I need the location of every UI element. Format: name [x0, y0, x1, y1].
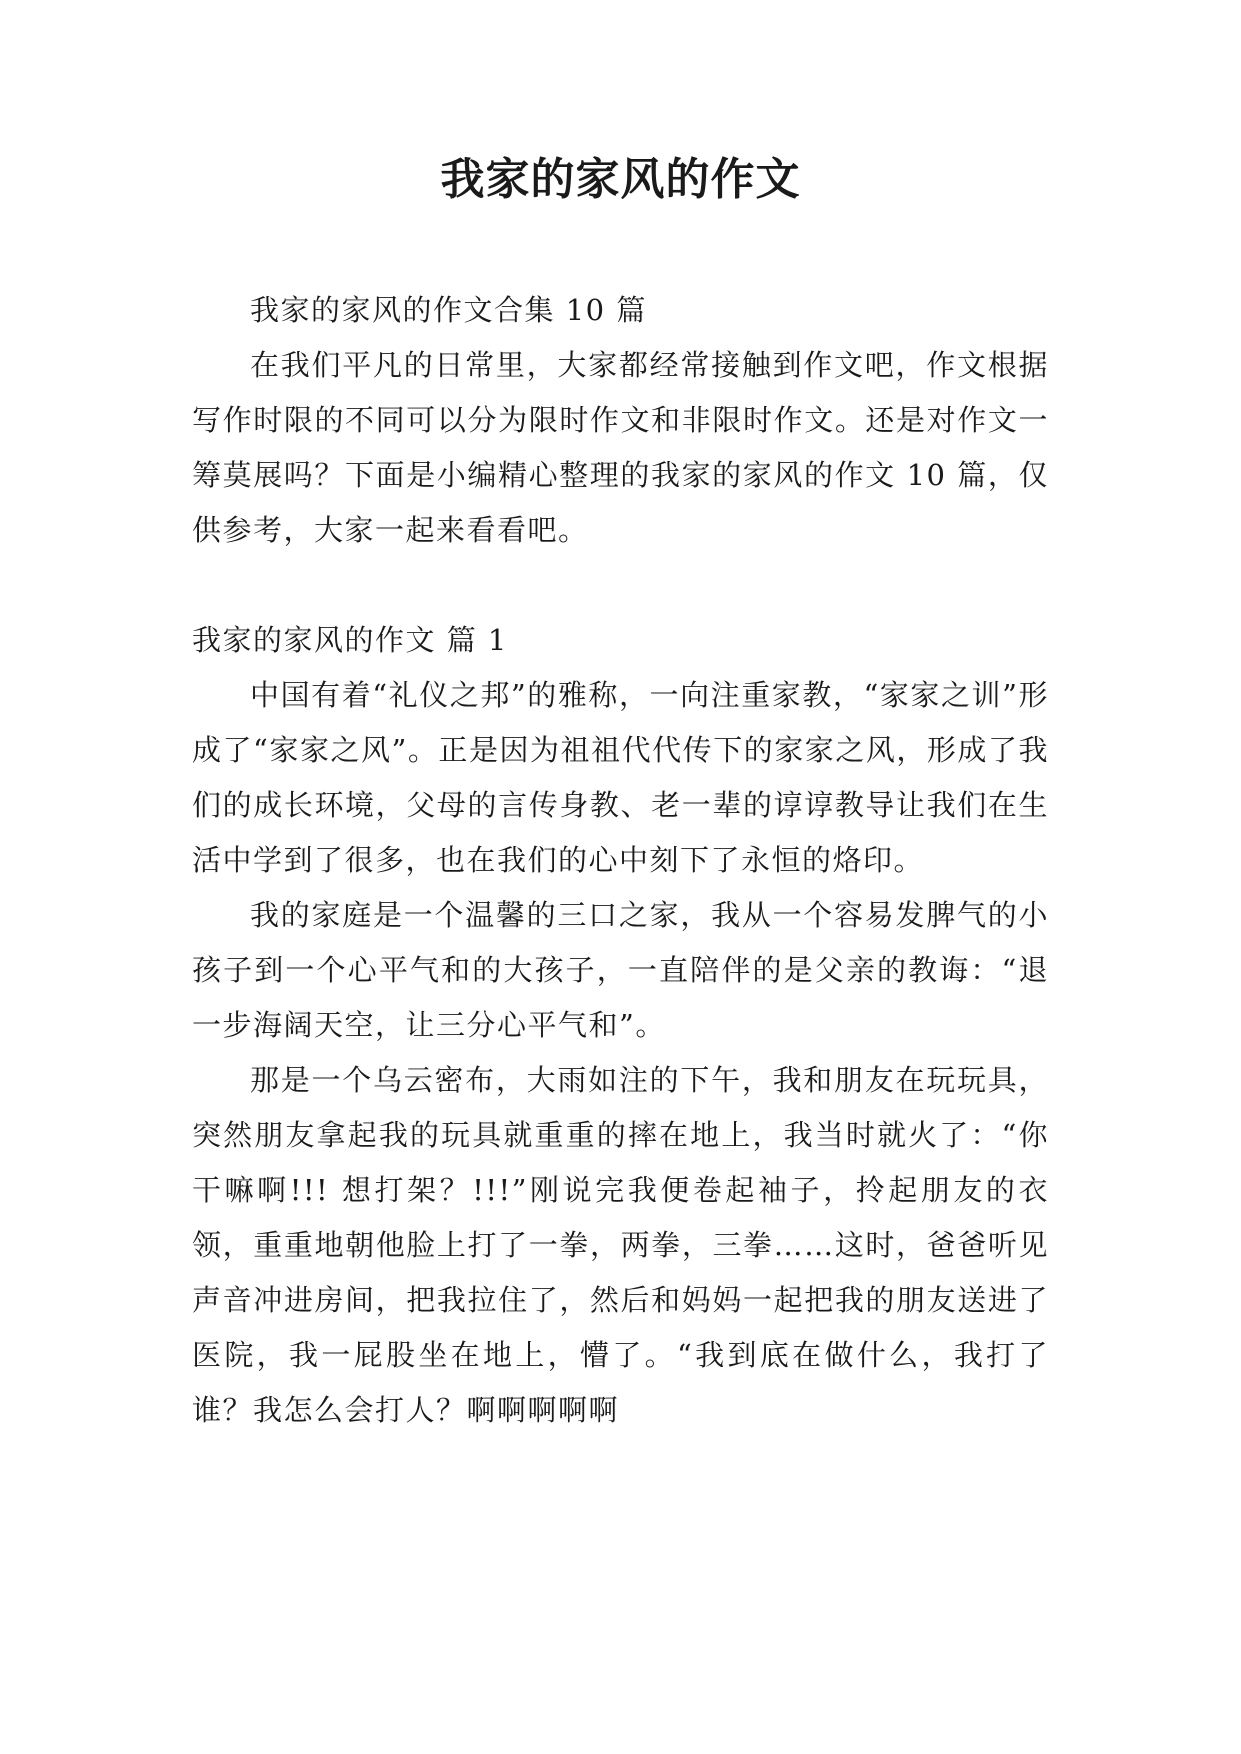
document-body — [192, 283, 1049, 1438]
body-paragraph: 中国有着“礼仪之邦”的雅称，一向注重家教，“家家之训”形成了“家家之风”。正是因为祖祖代代传下的家家之风，形成了我们的成长环境，父母的言传身教、老一辈的谆谆教导让我们在生活中学到了很多，也在我们的心中刻下了永恒的烙印。 — [192, 678, 1049, 877]
section-heading: 我家的家风的作文 篇 1 — [192, 623, 508, 657]
collection-subtitle: 我家的家风的作文合集 10 篇 — [250, 293, 647, 327]
body-paragraph: 我的家庭是一个温馨的三口之家，我从一个容易发脾气的小孩子到一个心平气和的大孩子，一直陪伴的是父亲的教诲：“退一步海阔天空，让三分心平气和”。 — [192, 898, 1049, 1042]
intro-paragraph: 在我们平凡的日常里，大家都经常接触到作文吧，作文根据写作时限的不同可以分为限时作文和非限时作文。还是对作文一筹莫展吗？下面是小编精心整理的我家的家风的作文 10 篇，仅供参考，大家一起来看看吧。 — [192, 348, 1049, 547]
document-title: 我家的家风的作文 — [440, 154, 801, 205]
body-paragraph: 那是一个乌云密布，大雨如注的下午，我和朋友在玩玩具，突然朋友拿起我的玩具就重重的摔在地上，我当时就火了：“你干嘛啊!!! 想打架？!!!”刚说完我便卷起袖子，拎起朋友的衣领，重重地朝他脸上打了一拳，两拳，三拳……这时，爸爸听见声音冲进房间，把我拉住了，然后和妈妈一起把我的朋友送进了医院，我一屁股坐在地上，懵了。“我到底在做什么，我打了谁？我怎么会打人？啊啊啊啊啊 — [192, 1063, 1049, 1427]
